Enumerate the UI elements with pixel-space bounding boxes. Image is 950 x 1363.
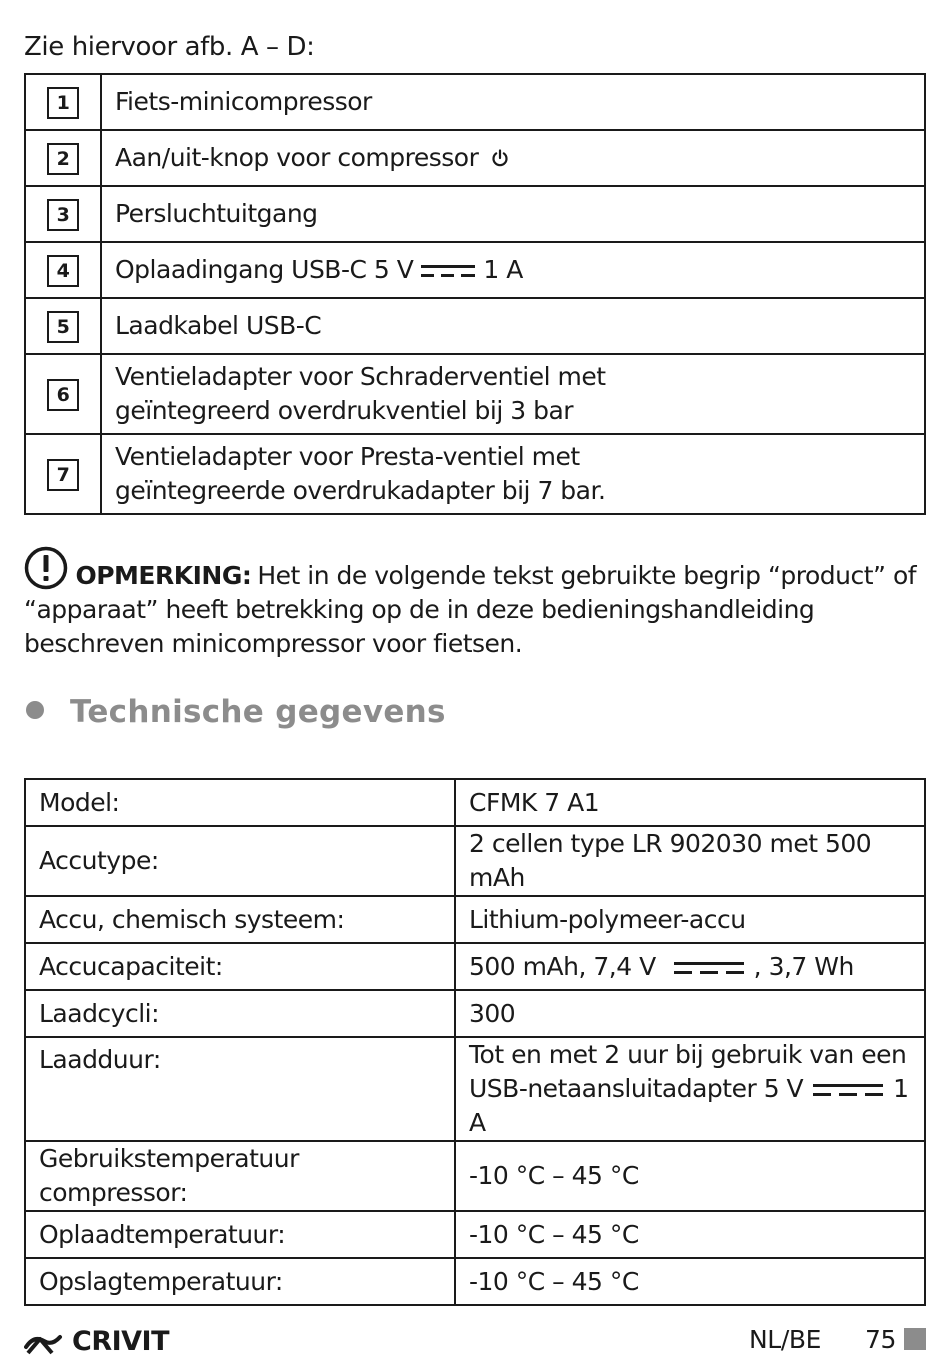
table-row xyxy=(25,1258,925,1305)
square-marker-icon xyxy=(904,1328,926,1350)
table-row xyxy=(25,298,925,354)
spec-value: 300 xyxy=(455,990,925,1037)
part-description: Aan/uit-knop voor compressor xyxy=(115,143,479,172)
spec-value: -10 °C – 45 °C xyxy=(455,1211,925,1258)
dc-symbol-icon xyxy=(674,961,744,975)
part-number: 4 xyxy=(47,255,79,287)
spec-key: Model: xyxy=(25,779,455,826)
spec-value-suffix: , 3,7 Wh xyxy=(753,951,854,981)
part-number: 3 xyxy=(47,199,79,231)
crivit-logo-icon xyxy=(24,1329,68,1355)
table-row xyxy=(25,896,925,943)
table-row xyxy=(25,1037,925,1141)
spec-key: Oplaadtemperatuur: xyxy=(25,1211,455,1258)
spec-value: 500 mAh, 7,4 V xyxy=(469,951,656,981)
table-row xyxy=(25,1141,925,1211)
note-text: Het in de volgende tekst gebruikte begrip “product” of “apparaat” heeft betrekking op de in deze bedieningshandleiding beschreven minicompressor voor fietsen. xyxy=(24,561,917,658)
note-paragraph xyxy=(24,546,929,661)
part-description: Laadkabel USB-C xyxy=(101,298,925,354)
table-row xyxy=(25,130,925,186)
power-icon xyxy=(490,143,510,163)
table-row xyxy=(25,1211,925,1258)
page-footer xyxy=(749,1325,926,1354)
spec-value: Tot en met 2 uur bij gebruik van een xyxy=(469,1040,907,1069)
page-number: 75 xyxy=(864,1325,896,1354)
part-description: Ventieladapter voor Schraderventiel met geïntegreerd overdrukventiel bij 3 bar xyxy=(101,354,925,434)
spec-key: Opslagtemperatuur: xyxy=(25,1258,455,1305)
table-row xyxy=(25,242,925,298)
part-description: Persluchtuitgang xyxy=(101,186,925,242)
spec-key: Gebruikstemperatuur compressor: xyxy=(25,1141,455,1211)
table-row xyxy=(25,186,925,242)
spec-key: Laadduur: xyxy=(25,1037,455,1141)
table-row xyxy=(25,943,925,990)
part-number: 1 xyxy=(47,87,79,119)
section-title: Technische gegevens xyxy=(70,694,446,730)
exclamation-circle-icon xyxy=(24,546,68,590)
spec-value: -10 °C – 45 °C xyxy=(455,1258,925,1305)
part-description: Oplaadingang USB-C 5 V xyxy=(115,255,414,284)
part-number: 6 xyxy=(47,379,79,411)
spec-key: Laadcycli: xyxy=(25,990,455,1037)
part-description: Ventieladapter voor Presta-ventiel met geïntegreerde overdrukadapter bij 7 bar. xyxy=(101,434,925,514)
intro-text: Zie hiervoor afb. A – D: xyxy=(24,32,315,62)
spec-value: USB-netaansluitadapter 5 V xyxy=(469,1074,804,1103)
table-row xyxy=(25,779,925,826)
part-description-suffix: 1 A xyxy=(483,255,523,284)
brand-logo xyxy=(24,1326,169,1358)
dc-symbol-icon xyxy=(813,1083,883,1097)
spec-key: Accucapaciteit: xyxy=(25,943,455,990)
spec-key: Accutype: xyxy=(25,826,455,896)
table-row xyxy=(25,826,925,896)
part-number: 2 xyxy=(47,143,79,175)
bullet-icon xyxy=(26,701,44,719)
spec-value: -10 °C – 45 °C xyxy=(455,1141,925,1211)
spec-key: Accu, chemisch systeem: xyxy=(25,896,455,943)
spec-value: 2 cellen type LR 902030 met 500 mAh xyxy=(455,826,925,896)
part-description: Fiets-minicompressor xyxy=(101,74,925,130)
dc-symbol-icon xyxy=(421,264,475,278)
spec-value: CFMK 7 A1 xyxy=(455,779,925,826)
note-label: OPMERKING: xyxy=(75,561,252,590)
brand-name: CRIVIT xyxy=(72,1326,170,1357)
table-row xyxy=(25,990,925,1037)
table-row xyxy=(25,354,925,434)
part-number: 7 xyxy=(47,459,79,491)
locale-label: NL/BE xyxy=(748,1325,821,1354)
table-row xyxy=(25,434,925,514)
spec-value-suffix: 1 A xyxy=(469,1074,909,1137)
part-number: 5 xyxy=(47,311,79,343)
spec-value: Lithium-polymeer-accu xyxy=(455,896,925,943)
parts-table xyxy=(24,73,926,515)
section-heading xyxy=(26,694,446,730)
specs-table xyxy=(24,778,926,1306)
table-row xyxy=(25,74,925,130)
